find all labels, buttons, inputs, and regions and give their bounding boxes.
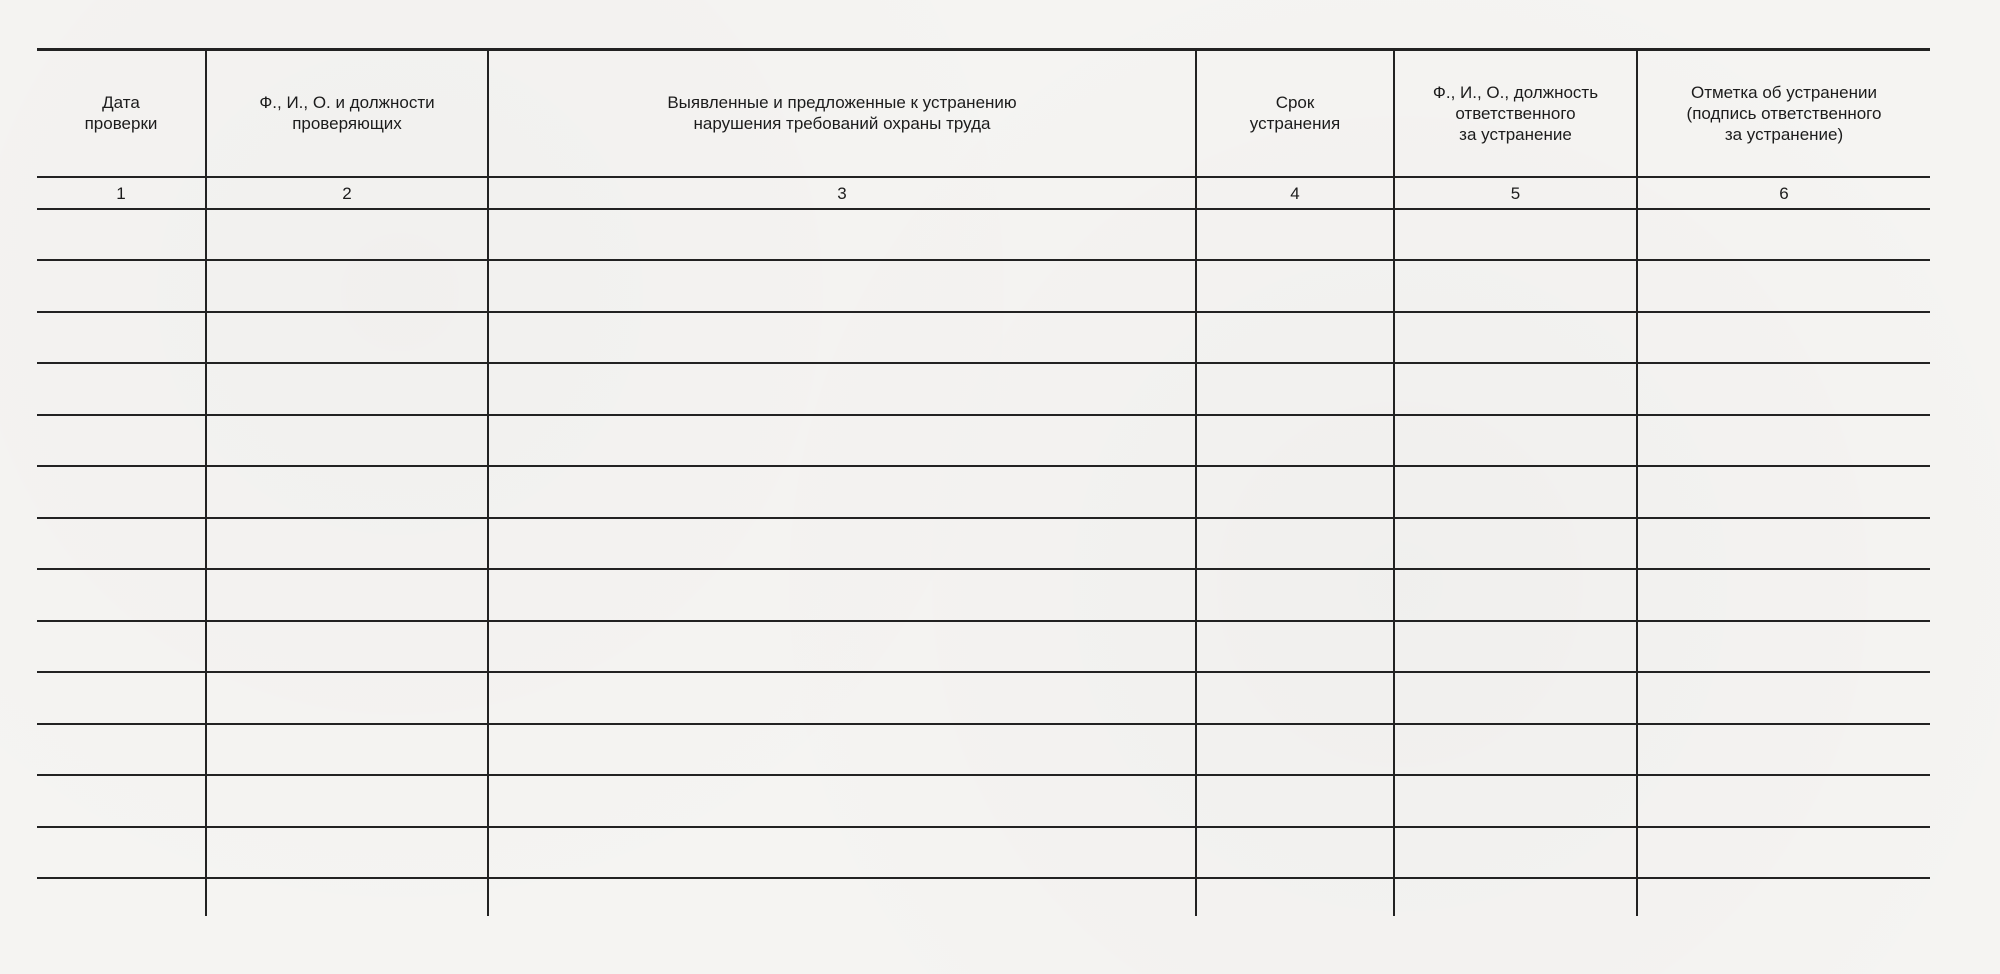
header-cell-deadline — [1196, 50, 1394, 177]
table-cell — [206, 827, 488, 879]
table-cell — [206, 466, 488, 518]
table-cell — [1196, 878, 1394, 916]
column-number-row — [37, 177, 1930, 209]
table-cell — [1637, 878, 1930, 916]
column-number: 5 — [1394, 177, 1637, 209]
table-cell — [1394, 724, 1637, 776]
table-cell — [206, 878, 488, 916]
table-cell — [1637, 518, 1930, 570]
table-cell — [37, 724, 206, 776]
table-cell — [1637, 209, 1930, 261]
table-cell — [1394, 621, 1637, 673]
table-row — [37, 569, 1930, 621]
table-row — [37, 775, 1930, 827]
table-cell — [206, 621, 488, 673]
table-row — [37, 466, 1930, 518]
table-cell — [488, 724, 1196, 776]
table-cell — [1394, 827, 1637, 879]
table-cell — [488, 878, 1196, 916]
table-cell — [488, 827, 1196, 879]
inspection-journal-table — [37, 48, 1930, 916]
table-row — [37, 621, 1930, 673]
table-cell — [1196, 724, 1394, 776]
table-cell — [1394, 260, 1637, 312]
table-row — [37, 724, 1930, 776]
table-row — [37, 209, 1930, 261]
table-cell — [206, 724, 488, 776]
table-cell — [1394, 775, 1637, 827]
header-label: Отметка об устранении (подпись ответственного за устранение) — [1686, 82, 1882, 144]
table-cell — [206, 312, 488, 364]
header-label: Ф., И., О., должность ответственного за устранение — [1432, 82, 1599, 144]
table-cell — [1394, 878, 1637, 916]
table-cell — [488, 569, 1196, 621]
table-cell — [1196, 672, 1394, 724]
table-cell — [488, 312, 1196, 364]
table-row — [37, 518, 1930, 570]
table-cell — [1637, 672, 1930, 724]
table-cell — [206, 209, 488, 261]
header-label: Ф., И., О. и должности проверяющих — [259, 93, 435, 134]
table-cell — [1394, 569, 1637, 621]
header-cell-responsible — [1394, 50, 1637, 177]
table-cell — [1196, 466, 1394, 518]
table-cell — [37, 363, 206, 415]
table-cell — [206, 415, 488, 467]
table-row — [37, 827, 1930, 879]
table-cell — [488, 363, 1196, 415]
table-cell — [37, 569, 206, 621]
table-row — [37, 363, 1930, 415]
table-cell — [488, 518, 1196, 570]
table-cell — [1196, 518, 1394, 570]
table-cell — [1394, 466, 1637, 518]
table-cell — [1394, 363, 1637, 415]
table-cell — [1196, 569, 1394, 621]
table-cell — [37, 621, 206, 673]
table-row — [37, 672, 1930, 724]
table-cell — [206, 569, 488, 621]
table-row — [37, 312, 1930, 364]
table-cell — [206, 672, 488, 724]
table-cell — [1394, 209, 1637, 261]
table-cell — [1394, 518, 1637, 570]
table-cell — [1637, 775, 1930, 827]
header-row — [37, 50, 1930, 177]
table-cell — [1196, 415, 1394, 467]
table-cell — [37, 827, 206, 879]
table-cell — [37, 312, 206, 364]
table-cell — [1394, 415, 1637, 467]
table-cell — [206, 363, 488, 415]
table-cell — [1394, 312, 1637, 364]
header-label: Срок устранения — [1249, 93, 1341, 134]
table-cell — [37, 415, 206, 467]
table-cell — [37, 775, 206, 827]
header-cell-violations — [488, 50, 1196, 177]
table-cell — [488, 621, 1196, 673]
header-cell-inspectors — [206, 50, 488, 177]
table-cell — [1196, 260, 1394, 312]
column-number: 2 — [206, 177, 488, 209]
table-cell — [1196, 363, 1394, 415]
table-cell — [488, 466, 1196, 518]
table-cell — [37, 518, 206, 570]
table-cell — [488, 415, 1196, 467]
header-cell-fix-mark — [1637, 50, 1930, 177]
table-row — [37, 415, 1930, 467]
table-cell — [1637, 621, 1930, 673]
table-cell — [488, 775, 1196, 827]
table-cell — [1637, 827, 1930, 879]
column-number: 1 — [37, 177, 206, 209]
table-cell — [488, 260, 1196, 312]
table-cell — [1637, 260, 1930, 312]
table-cell — [37, 466, 206, 518]
table-row — [37, 260, 1930, 312]
header-cell-inspection-date — [37, 50, 206, 177]
table-cell — [1637, 466, 1930, 518]
table-cell — [488, 672, 1196, 724]
header-label: Выявленные и предложенные к устранению нарушения требований охраны труда — [667, 93, 1017, 134]
table-cell — [206, 518, 488, 570]
table-cell — [1637, 415, 1930, 467]
table-cell — [1394, 672, 1637, 724]
header-label: Дата проверки — [84, 93, 158, 134]
column-number: 3 — [488, 177, 1196, 209]
table-cell — [1196, 621, 1394, 673]
table-cell — [1637, 569, 1930, 621]
table-cell — [37, 672, 206, 724]
table-cell — [488, 209, 1196, 261]
table-cell — [1637, 363, 1930, 415]
table-cell — [1196, 209, 1394, 261]
table-cell — [1637, 724, 1930, 776]
table-cell — [1637, 312, 1930, 364]
table-cell — [37, 209, 206, 261]
table-cell — [1196, 827, 1394, 879]
table-cell — [1196, 775, 1394, 827]
table-cell — [206, 775, 488, 827]
column-number: 6 — [1637, 177, 1930, 209]
column-number: 4 — [1196, 177, 1394, 209]
table-row — [37, 878, 1930, 916]
table-cell — [37, 260, 206, 312]
table-cell — [1196, 312, 1394, 364]
table-cell — [37, 878, 206, 916]
table-cell — [206, 260, 488, 312]
